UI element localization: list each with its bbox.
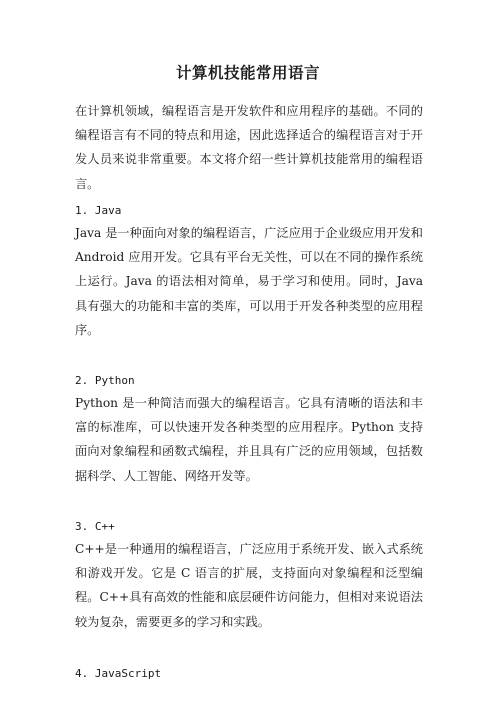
intro-paragraph: 在计算机领域，编程语言是开发软件和应用程序的基础。不同的编程语言有不同的特点和用途，因此选择适合的编程语言对于开发人员来说非常重要。本文将介绍一些计算机技能常用的编程语言。: [75, 104, 423, 191]
section-heading-cpp: 3. C++: [75, 520, 115, 533]
section-heading-python: 2. Python: [75, 374, 135, 387]
section-heading-javascript: 4. JavaScript: [75, 667, 162, 680]
document-title: 计算机技能常用语言: [175, 64, 320, 82]
section-body-cpp: C++是一种通用的编程语言，广泛应用于系统开发、嵌入式系统和游戏开发。它是 C 语言的扩展，支持面向对象编程和泛型编程。C++具有高效的性能和底层硬件访问能力，但相对来说语法较为复杂，需要更多的学习和实践。: [75, 542, 423, 629]
section-body-java: Java 是一种面向对象的编程语言，广泛应用于企业级应用开发和 Android 应用开发。它具有平台无关性，可以在不同的操作系统上运行。Java 的语法相对简单，易于学习和使用。同时，Java 具有强大的功能和丰富的类库，可以用于开发各种类型的应用程序。: [75, 226, 423, 337]
section-body-python: Python 是一种简洁而强大的编程语言。它具有清晰的语法和丰富的标准库，可以快速开发各种类型的应用程序。Python 支持面向对象编程和函数式编程，并且具有广泛的应用领域，包括数据科学、人工智能、网络开发等。: [75, 396, 423, 483]
section-heading-java: 1. Java: [75, 204, 122, 217]
